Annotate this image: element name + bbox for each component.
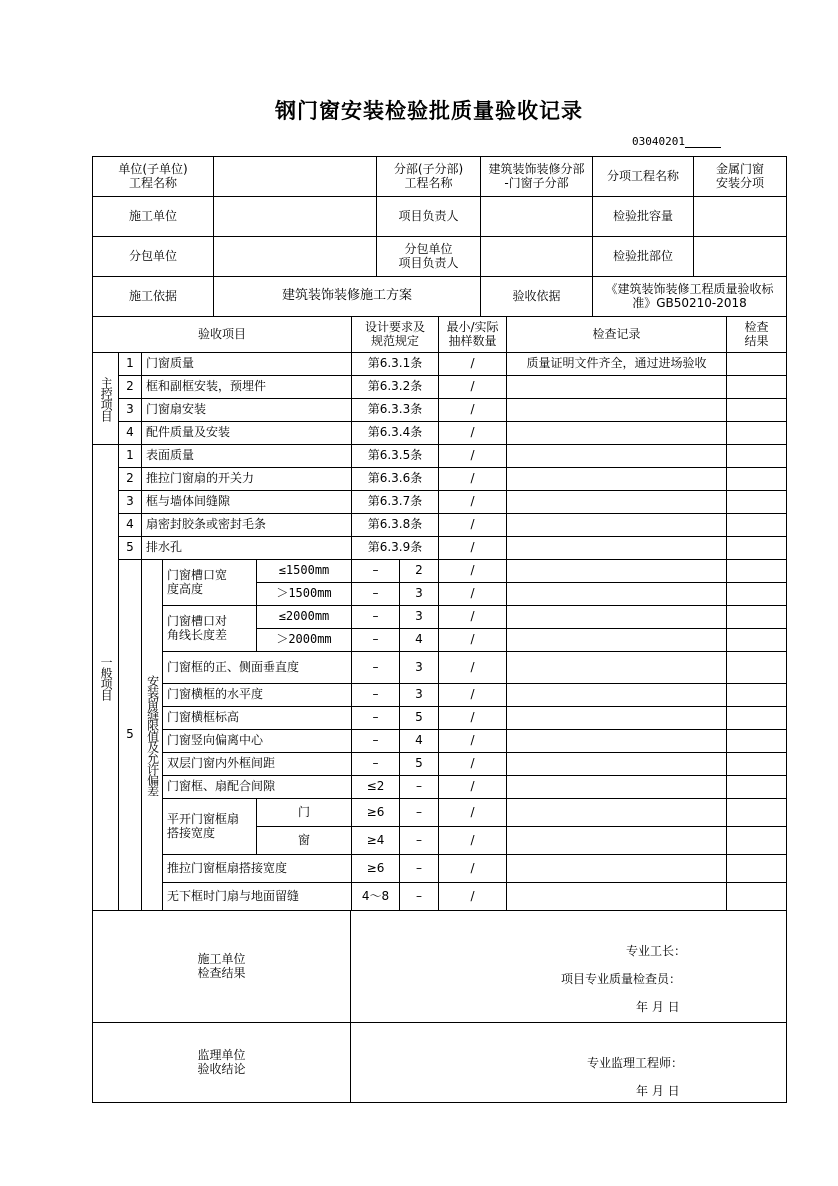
main-item-record[interactable] [506, 375, 727, 399]
main-group-label: 主控项目 [92, 352, 119, 445]
col-requirement: 设计要求及 规范规定 [351, 316, 439, 353]
tolerance-result[interactable] [726, 826, 787, 855]
tolerance-sample: / [438, 651, 507, 684]
tolerance-gap: – [351, 651, 400, 684]
general-item-req: 第6.3.9条 [351, 536, 439, 560]
tolerance-deviation: – [399, 854, 439, 883]
general-item-name: 框与墙体间缝隙 [141, 490, 352, 514]
construction-date: 年 月 日 [636, 1000, 680, 1014]
col-item: 验收项目 [92, 316, 352, 353]
tolerance-record[interactable] [506, 651, 727, 684]
tolerance-gap: – [351, 752, 400, 776]
main-item-sample: / [438, 398, 507, 422]
tolerance-item-name: 门窗横框标高 [162, 706, 352, 730]
tolerance-result[interactable] [726, 882, 787, 911]
page-title: 钢门窗安装检验批质量验收记录 [275, 98, 583, 123]
tolerance-gap: – [351, 628, 400, 652]
acceptance-grid [93, 157, 787, 1103]
main-item-no: 4 [118, 421, 142, 445]
division-label: 分部(子分部) 工程名称 [376, 156, 481, 197]
supervision-result-area[interactable] [350, 1022, 787, 1103]
main-item-name: 门窗质量 [141, 352, 352, 376]
general-item-result[interactable] [726, 513, 787, 537]
general-item-req: 第6.3.8条 [351, 513, 439, 537]
general-item-name: 表面质量 [141, 444, 352, 468]
tolerance-record[interactable] [506, 582, 727, 606]
main-item-req: 第6.3.4条 [351, 421, 439, 445]
main-item-no: 1 [118, 352, 142, 376]
col-record: 检查记录 [506, 316, 727, 353]
tolerance-deviation: 5 [399, 706, 439, 730]
tolerance-sample: / [438, 775, 507, 799]
general-item-sample: / [438, 467, 507, 491]
tolerance-deviation: 2 [399, 559, 439, 583]
unit-value[interactable] [213, 156, 377, 197]
tolerance-deviation: 3 [399, 582, 439, 606]
tolerance-result[interactable] [726, 628, 787, 652]
tolerance-sample: / [438, 605, 507, 629]
general-item-record[interactable] [506, 444, 727, 468]
general-item-sample: / [438, 536, 507, 560]
general-item-record[interactable] [506, 536, 727, 560]
tolerance-gap: – [351, 729, 400, 753]
main-item-sample: / [438, 352, 507, 376]
unit-label: 单位(子单位) 工程名称 [92, 156, 214, 197]
tolerance-deviation: 5 [399, 752, 439, 776]
tolerance-record[interactable] [506, 826, 727, 855]
main-item-req: 第6.3.1条 [351, 352, 439, 376]
main-item-sample: / [438, 375, 507, 399]
main-item-result[interactable] [726, 352, 787, 376]
tolerance-sample: / [438, 826, 507, 855]
general-item-result[interactable] [726, 467, 787, 491]
general-item-no: 4 [118, 513, 142, 537]
batch-location-value[interactable] [693, 236, 787, 277]
general-item-req: 第6.3.5条 [351, 444, 439, 468]
supervision-date: 年 月 日 [636, 1084, 680, 1098]
tolerance-item-name: 推拉门窗框扇搭接宽度 [162, 854, 352, 883]
tolerance-gap: 4～8 [351, 882, 400, 911]
tolerance-deviation: – [399, 798, 439, 827]
general-item-result[interactable] [726, 536, 787, 560]
general-group-label: 一般项目 [92, 444, 119, 911]
tolerance-result[interactable] [726, 605, 787, 629]
tolerance-record[interactable] [506, 683, 727, 707]
tolerance-item-name: 门窗横框的水平度 [162, 683, 352, 707]
tolerance-condition: 窗 [256, 826, 352, 855]
main-item-name: 框和副框安装，预埋件 [141, 375, 352, 399]
subcontractor-value[interactable] [213, 236, 377, 277]
tolerance-gap: ≤2 [351, 775, 400, 799]
tolerance-record[interactable] [506, 752, 727, 776]
general-item-record[interactable] [506, 513, 727, 537]
tolerance-gap: – [351, 605, 400, 629]
tolerance-condition: 门 [256, 798, 352, 827]
tolerance-gap: – [351, 582, 400, 606]
tolerance-sample: / [438, 683, 507, 707]
general-item-req: 第6.3.6条 [351, 467, 439, 491]
tolerance-deviation: 3 [399, 605, 439, 629]
tolerance-item-name: 门窗框的正、侧面垂直度 [162, 651, 352, 684]
acceptance-basis-label: 验收依据 [480, 276, 593, 317]
tolerance-item-name: 无下框时门扇与地面留缝 [162, 882, 352, 911]
tolerance-record[interactable] [506, 798, 727, 827]
tolerance-gap: – [351, 706, 400, 730]
tolerance-record[interactable] [506, 605, 727, 629]
tolerance-item-no: 5 [118, 559, 142, 911]
subitem-label: 分项工程名称 [592, 156, 694, 197]
contractor-value[interactable] [213, 196, 377, 237]
main-item-record[interactable] [506, 398, 727, 422]
tolerance-gap: ≥6 [351, 854, 400, 883]
tolerance-deviation: – [399, 882, 439, 911]
tolerance-sample: / [438, 559, 507, 583]
main-item-record[interactable]: 质量证明文件齐全，通过进场验收 [506, 352, 727, 376]
tolerance-record[interactable] [506, 729, 727, 753]
main-item-name: 配件质量及安装 [141, 421, 352, 445]
tolerance-group-name: 平开门窗框扇 搭接宽度 [162, 798, 257, 855]
general-item-sample: / [438, 513, 507, 537]
sub-manager-label: 分包单位 项目负责人 [376, 236, 481, 277]
batch-capacity-label: 检验批容量 [592, 196, 694, 237]
tolerance-record[interactable] [506, 559, 727, 583]
division-value: 建筑装饰装修分部 -门窗子分部 [480, 156, 593, 197]
tolerance-result[interactable] [726, 752, 787, 776]
tolerance-record[interactable] [506, 854, 727, 883]
tolerance-deviation: – [399, 826, 439, 855]
main-item-req: 第6.3.3条 [351, 398, 439, 422]
main-item-sample: / [438, 421, 507, 445]
general-item-result[interactable] [726, 490, 787, 514]
tolerance-sample: / [438, 882, 507, 911]
general-item-sample: / [438, 444, 507, 468]
tolerance-group-name: 门窗槽口对 角线长度差 [162, 605, 257, 652]
form-code: 03040201 [632, 135, 721, 148]
tolerance-sample: / [438, 854, 507, 883]
tolerance-gap: – [351, 683, 400, 707]
tolerance-sample: / [438, 729, 507, 753]
tolerance-item-name: 门窗框、扇配合间隙 [162, 775, 352, 799]
general-item-no: 1 [118, 444, 142, 468]
main-item-req: 第6.3.2条 [351, 375, 439, 399]
construction-result-area[interactable] [350, 910, 787, 1023]
tolerance-group-name: 门窗槽口宽 度高度 [162, 559, 257, 606]
tolerance-record[interactable] [506, 775, 727, 799]
col-sample: 最小/实际 抽样数量 [438, 316, 507, 353]
main-item-no: 3 [118, 398, 142, 422]
main-item-name: 门窗扇安装 [141, 398, 352, 422]
batch-capacity-value[interactable] [693, 196, 787, 237]
general-item-req: 第6.3.7条 [351, 490, 439, 514]
batch-location-label: 检验批部位 [592, 236, 694, 277]
tolerance-deviation: 4 [399, 628, 439, 652]
tolerance-result[interactable] [726, 582, 787, 606]
tolerance-condition: ≤2000mm [256, 605, 352, 629]
tolerance-sample: / [438, 628, 507, 652]
construction-result-label: 施工单位 检查结果 [92, 910, 351, 1023]
tolerance-result[interactable] [726, 559, 787, 583]
general-item-record[interactable] [506, 490, 727, 514]
tolerance-gap: ≥4 [351, 826, 400, 855]
tolerance-result[interactable] [726, 729, 787, 753]
tolerance-condition: ≤1500mm [256, 559, 352, 583]
general-item-no: 5 [118, 536, 142, 560]
tolerance-gap: ≥6 [351, 798, 400, 827]
general-item-sample: / [438, 490, 507, 514]
main-item-record[interactable] [506, 421, 727, 445]
tolerance-result[interactable] [726, 854, 787, 883]
project-manager-label: 项目负责人 [376, 196, 481, 237]
main-item-result[interactable] [726, 375, 787, 399]
tolerance-result[interactable] [726, 775, 787, 799]
sub-manager-value[interactable] [480, 236, 593, 277]
tolerance-condition: ＞2000mm [256, 628, 352, 652]
tolerance-record[interactable] [506, 628, 727, 652]
general-item-no: 3 [118, 490, 142, 514]
tolerance-result[interactable] [726, 798, 787, 827]
tolerance-sample: / [438, 752, 507, 776]
main-item-result[interactable] [726, 421, 787, 445]
col-result: 检查 结果 [726, 316, 787, 353]
tolerance-gap: – [351, 559, 400, 583]
tolerance-result[interactable] [726, 651, 787, 684]
general-item-result[interactable] [726, 444, 787, 468]
general-item-record[interactable] [506, 467, 727, 491]
tolerance-deviation: 3 [399, 683, 439, 707]
main-item-no: 2 [118, 375, 142, 399]
tolerance-item-name: 门窗竖向偏离中心 [162, 729, 352, 753]
tolerance-deviation: 3 [399, 651, 439, 684]
tolerance-sample: / [438, 798, 507, 827]
contractor-label: 施工单位 [92, 196, 214, 237]
tolerance-sample: / [438, 582, 507, 606]
tolerance-condition: ＞1500mm [256, 582, 352, 606]
foreman-label: 专业工长： [626, 944, 687, 958]
tolerance-sample: / [438, 706, 507, 730]
general-item-name: 推拉门窗扇的开关力 [141, 467, 352, 491]
subitem-value: 金属门窗 安装分项 [693, 156, 787, 197]
quality-inspector-label: 项目专业质量检查员： [561, 972, 682, 986]
tolerance-result[interactable] [726, 683, 787, 707]
general-item-name: 扇密封胶条或密封毛条 [141, 513, 352, 537]
general-item-name: 排水孔 [141, 536, 352, 560]
tolerance-result[interactable] [726, 706, 787, 730]
basis-label: 施工依据 [92, 276, 214, 317]
tolerance-deviation: – [399, 775, 439, 799]
subcontractor-label: 分包单位 [92, 236, 214, 277]
acceptance-basis-value: 《建筑装饰装修工程质量验收标 准》GB50210-2018 [592, 276, 787, 317]
tolerance-record[interactable] [506, 882, 727, 911]
tolerance-item-name: 双层门窗内外框间距 [162, 752, 352, 776]
supervision-engineer-label: 专业监理工程师： [587, 1056, 684, 1070]
supervision-result-label: 监理单位 验收结论 [92, 1022, 351, 1103]
basis-value: 建筑装饰装修施工方案 [213, 276, 481, 317]
general-item-no: 2 [118, 467, 142, 491]
tolerance-group-label: 安装留缝限值及允许偏差 [141, 559, 163, 911]
main-item-result[interactable] [726, 398, 787, 422]
tolerance-record[interactable] [506, 706, 727, 730]
tolerance-deviation: 4 [399, 729, 439, 753]
project-manager-value[interactable] [480, 196, 593, 237]
